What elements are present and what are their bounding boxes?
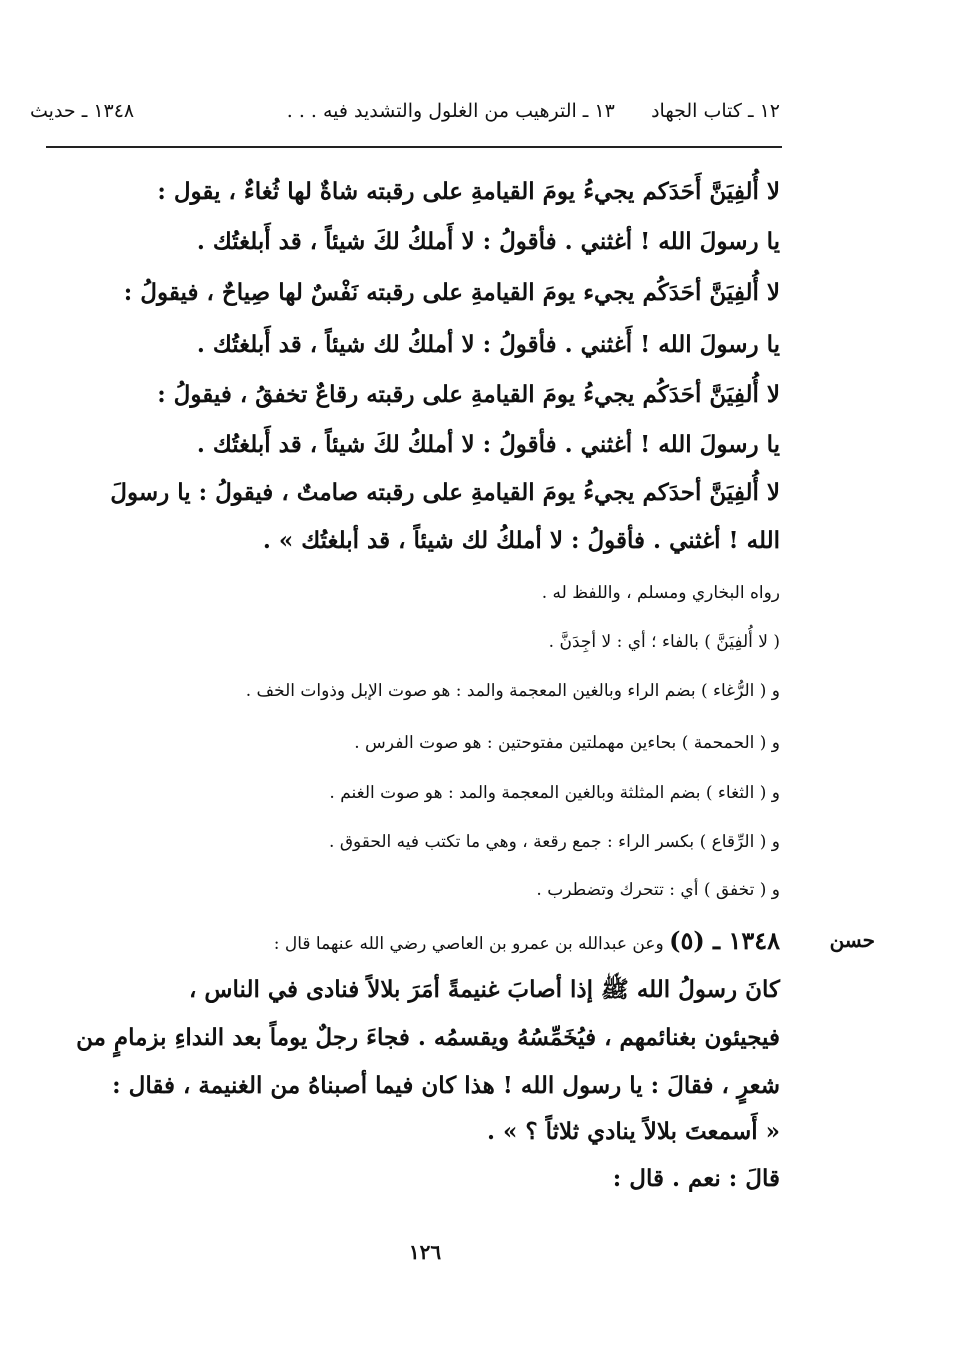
note-line: و ( الرُّغاء ) بضم الراء وبالغين المعجمة والمد : هو صوت الإبل وذوات الخف . (245, 681, 780, 701)
running-header (30, 100, 780, 134)
header-chapter: ١٢ ـ كتاب الجهاد (651, 100, 780, 122)
note-line: و ( الحمحمة ) بحاءين مهملتين مفتوحتين : هو صوت الفرس . (354, 733, 780, 753)
note-line: و ( تخفق ) أي : تتحرك وتضطرب . (536, 880, 780, 900)
hadith-line: كانَ رسولُ الله ﷺ إذا أصابَ غنيمةً أمَرَ بلالاً فنادى في الناس ، (188, 976, 780, 1003)
text-line: لا أُلفِيَنَّ أحدَكم يجيءُ يومَ القيامةِ على رقبته صامتٌ ، فيقولُ : يا رسولَ (110, 479, 780, 506)
text-line: يا رسولَ الله ! أغثني . فأقولُ : لا أملكُ لكَ شيئاً ، قد أَبلغتُك . (196, 431, 780, 458)
text-line: يا رسولَ الله ! أَغثني . فأقولُ : لا أملكُ لك شيئاً ، قد أَبلغتُك . (196, 331, 780, 358)
header-section: ١٣ ـ الترهيب من الغلول والتشديد فيه . . . (286, 100, 615, 122)
header-chapter-section (287, 100, 780, 122)
text-line: لا أُلفِيَنَّ أَحَدَكم يجيءُ يومَ القيامةِ على رقبته شاةٌ لها ثُغاءٌ ، يقول : (157, 178, 780, 205)
hadith-line: شعرٍ ، فقالَ : يا رسول الله ! هذا كان فيما أصبناهُ من الغنيمة ، فقال : (112, 1072, 780, 1099)
note-line: ( لا أُلفِيَنَّ ) بالفاء ؛ أي : لا أجِدَنَّ . (548, 632, 780, 652)
hadith-number: ١٣٤٨ ـ (٥) (669, 926, 780, 955)
hadith-line: « أَسمعتَ بلالاً ينادي ثلاثاً ؟ » . (486, 1118, 780, 1145)
text-line: الله ! أغثني . فأقولُ : لا أملكُ لك شيئاً ، قد أبلغتُك » . (262, 527, 780, 554)
text-line: لا أُلفِيَنَّ أحَدَكُم يجيء يومَ القيامةِ على رقبته نَفْسٌ لها صِياحٌ ، فيقولُ : (123, 279, 780, 306)
note-line: رواه البخاري ومسلم ، واللفظ له . (541, 583, 780, 603)
hadith-heading (50, 926, 780, 955)
note-line: و ( الثغاء ) بضم المثلثة وبالغين المعجمة والمد : هو صوت الغنم . (329, 783, 780, 803)
text-line: يا رسولَ الله ! أغثني . فأقولُ : لا أَملكُ لكَ شيئاً ، قد أَبلغتُك . (196, 228, 780, 255)
header-divider (46, 146, 782, 148)
hadith-line: فيجيئون بغنائمهم ، فيُخَمِّسُهُ ويقسمُه . فجاءَ رجلٌ يوماً بعد النداءِ بزمامٍ من (76, 1024, 780, 1051)
hadith-intro: وعن عبدالله بن عمرو بن العاصي رضي الله عنهما قال : (273, 934, 664, 954)
hadith-line: قالَ : نعم . قال : (612, 1165, 780, 1192)
text-line: لا أُلفِيَنَّ أحَدَكُم يجيءُ يومَ القيامةِ على رقبته رقاعٌ تخفقُ ، فيقولُ : (157, 381, 780, 408)
hadith-grade: حسن (829, 928, 875, 952)
header-hadith-range: ١٣٤٨ ـ حديث (30, 100, 135, 122)
page-number: ١٢٦ (408, 1240, 442, 1264)
note-line: و ( الرِّقاع ) بكسر الراء : جمع رقعة ، وهي ما تكتب فيه الحقوق . (329, 832, 780, 852)
